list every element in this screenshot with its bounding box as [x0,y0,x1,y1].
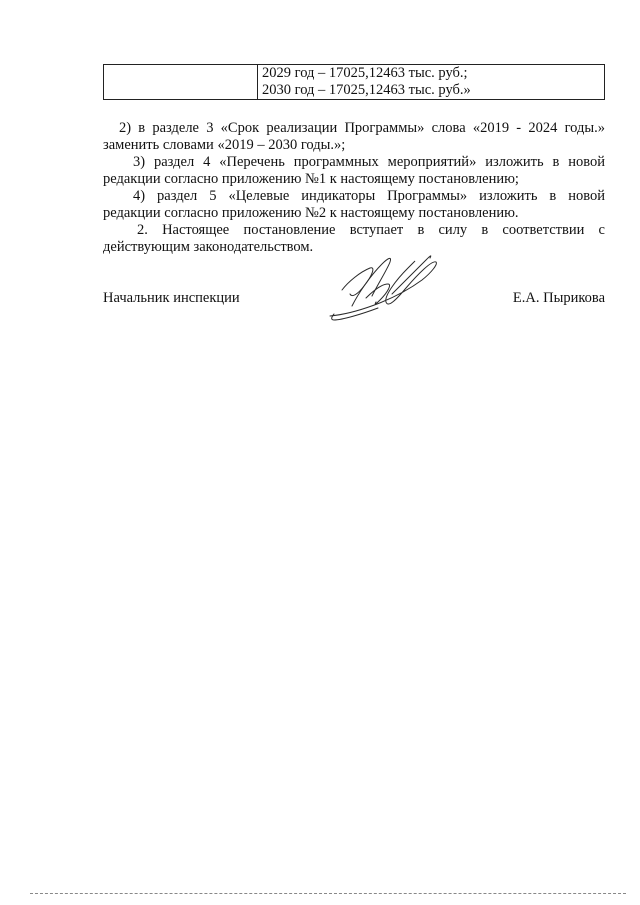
paragraph-item-2 [103,120,605,154]
paragraph-line: 3) раздел 4 «Перечень программных мероприятий» изложить в новой [133,154,605,170]
page-bottom-rule [30,893,626,894]
paragraph-line: 4) раздел 5 «Целевые индикаторы Программы» изложить в новой [133,188,605,204]
paragraph-line: 2) в разделе 3 «Срок реализации Программы» слова «2019 - 2024 годы.» [119,120,605,136]
signatory-name: Е.А. Пырикова [512,290,605,306]
table-row-2030: 2030 год – 17025,12463 тыс. руб.» [262,82,471,98]
paragraph-line: редакции согласно приложению №2 к настоящему постановлению. [103,205,519,221]
paragraph-item-3 [103,154,605,188]
paragraph-item-4 [103,188,605,222]
signatory-title: Начальник инспекции [103,290,240,306]
paragraph-line: заменить словами «2019 – 2030 годы.»; [103,137,346,153]
paragraph-line: действующим законодательством. [103,239,314,255]
table-empty-cell [104,65,258,99]
paragraph-line: редакции согласно приложению №1 к настоящему постановлению; [103,171,519,187]
table-row-2029: 2029 год – 17025,12463 тыс. руб.; [262,65,468,81]
handwritten-signature [322,250,442,326]
budget-table-fragment [103,64,605,100]
paragraph-line: 2. Настоящее постановление вступает в силу в соответствии с [137,222,605,238]
